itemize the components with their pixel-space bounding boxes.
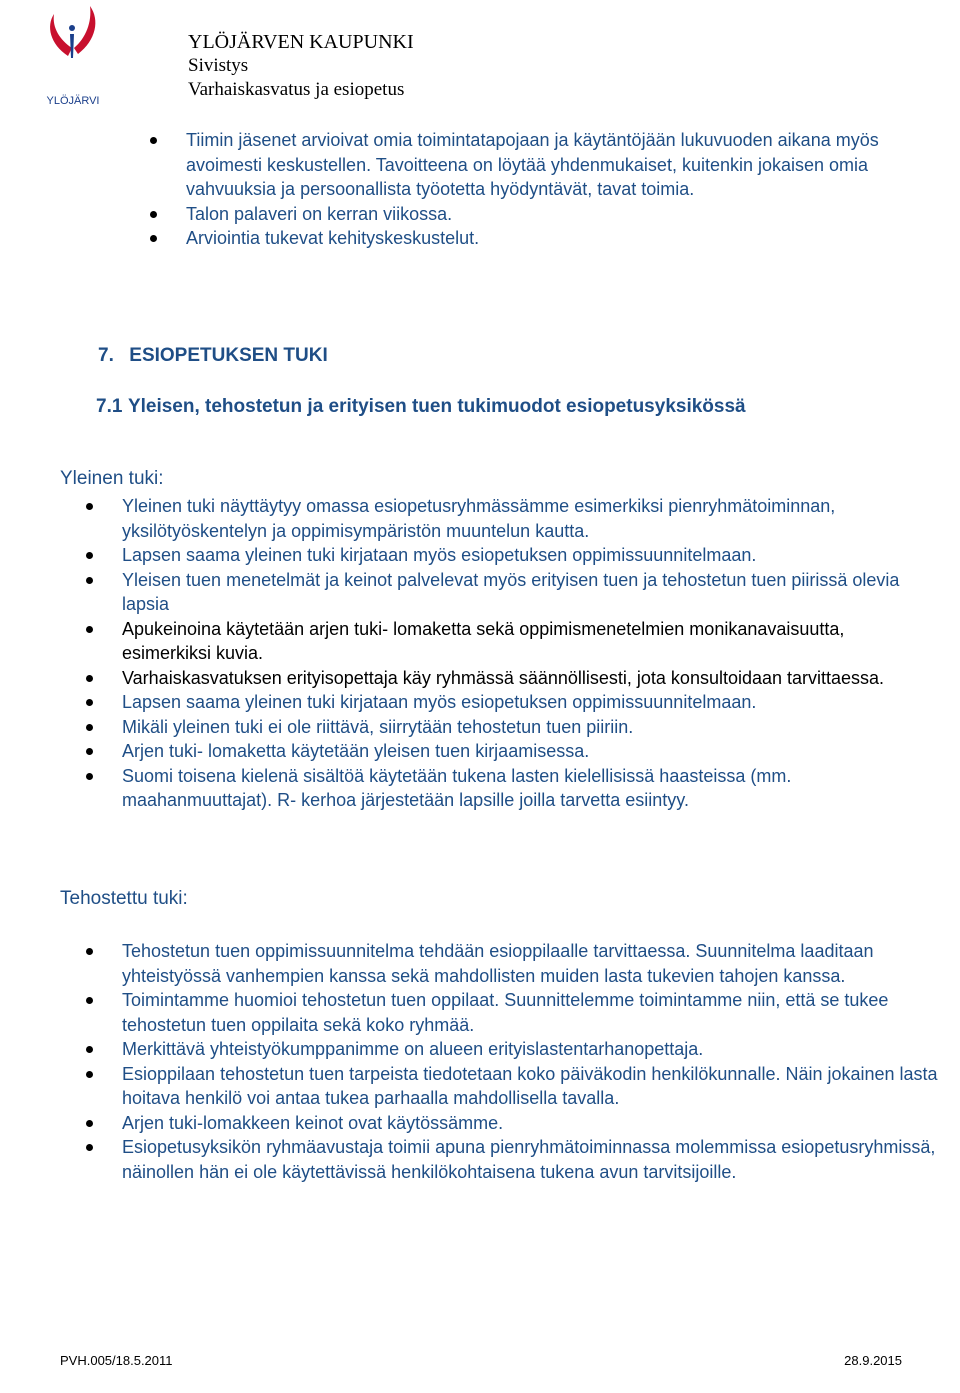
logo-wordmark: YLÖJÄRVI [46,95,100,104]
list-item: Yleinen tuki näyttäytyy omassa esiopetusryhmässämme esimerkiksi pienryhmätoiminnan, yksilötyöskentelyn ja oppimisympäristön muuntelun kautta. [78,494,938,543]
list-item: Esiopetusyksikön ryhmäavustaja toimii apuna pienryhmätoiminnassa molemmissa esiopetusryhmissä, näinollen hän ei ole käytettävissä henkilökohtaisena tukena avun tarvitsijoille. [78,1135,938,1184]
document-header [188,30,414,102]
ylojarvi-logo-icon [40,4,106,104]
list-item: Lapsen saama yleinen tuki kirjataan myös esiopetuksen oppimissuunnitelmaan. [78,690,938,715]
yleinen-tuki-label: Yleinen tuki: [60,468,164,489]
list-item: Esioppilaan tehostetun tuen tarpeista tiedotetaan koko päiväkodin henkilökunnalle. Näin jokainen lasta hoitava henkilö voi antaa tukea parhaalla mahdollisella tavalla. [78,1062,938,1111]
tehostettu-tuki-label: Tehostettu tuki: [60,888,188,909]
list-item: Talon palaveri on kerran viikossa. [142,202,942,227]
section-title: ESIOPETUKSEN TUKI [129,345,328,366]
list-item: Toimintamme huomioi tehostetun tuen oppilaat. Suunnittelemme toimintamme niin, että se tukee tehostetun tuen oppilaita sekä koko ryhmää. [78,988,938,1037]
list-item: Arjen tuki-lomakkeen keinot ovat käytössämme. [78,1111,938,1136]
subsection-heading [96,396,746,418]
footer-date: 28.9.2015 [844,1353,902,1368]
footer-document-id: PVH.005/18.5.2011 [60,1353,173,1368]
yleinen-tuki-list [78,494,938,813]
unit-name: Varhaiskasvatus ja esiopetus [188,79,405,100]
list-item: Mikäli yleinen tuki ei ole riittävä, siirrytään tehostetun tuen piiriin. [78,715,938,740]
list-item: Apukeinoina käytetään arjen tuki- lomaketta sekä oppimismenetelmien monikanavaisuutta, esimerkiksi kuvia. [78,617,938,666]
list-item: Yleisen tuen menetelmät ja keinot palvelevat myös erityisen tuen ja tehostetun tuen piirissä olevia lapsia [78,568,938,617]
section-number: 7. [98,345,114,366]
list-item: Arjen tuki- lomaketta käytetään yleisen tuen kirjaamisessa. [78,739,938,764]
tehostettu-tuki-list [78,939,938,1184]
subsection-title: Yleisen, tehostetun ja erityisen tuen tukimuodot esiopetusyksikössä [127,396,746,417]
section-heading [98,345,328,367]
list-item: Suomi toisena kielenä sisältöä käytetään tukena lasten kielellisissä haasteissa (mm. maahanmuuttajat). R- kerhoa järjestetään lapsille joilla tarvetta esiintyy. [78,764,938,813]
department-name: Sivistys [188,55,249,76]
list-item: Tiimin jäsenet arvioivat omia toimintatapojaan ja käytäntöjään lukuvuoden aikana myös avoimesti keskustellen. Tavoitteena on löytää yhdenmukaiset, kuitenkin jokaisen omia vahvuuksia ja persoonallista työotetta hyödyntävät, tavat toimia. [142,128,942,202]
list-item: Arviointia tukevat kehityskeskustelut. [142,226,942,251]
list-item: Tehostetun tuen oppimissuunnitelma tehdään esioppilaalle tarvittaessa. Suunnitelma laaditaan yhteistyössä vanhempien kanssa sekä mahdollisten muiden lasta tukevien tahojen kanssa. [78,939,938,988]
ylojarvi-logo [40,4,106,104]
list-item: Merkittävä yhteistyökumppanimme on alueen erityislastentarhanopettaja. [78,1037,938,1062]
list-item: Lapsen saama yleinen tuki kirjataan myös esiopetuksen oppimissuunnitelmaan. [78,543,938,568]
evaluation-bullets [142,128,942,251]
list-item: Varhaiskasvatuksen erityisopettaja käy ryhmässä säännöllisesti, jota konsultoidaan tarvittaessa. [78,666,938,691]
organization-name: YLÖJÄRVEN KAUPUNKI [188,31,414,53]
subsection-number: 7.1 [96,396,123,417]
